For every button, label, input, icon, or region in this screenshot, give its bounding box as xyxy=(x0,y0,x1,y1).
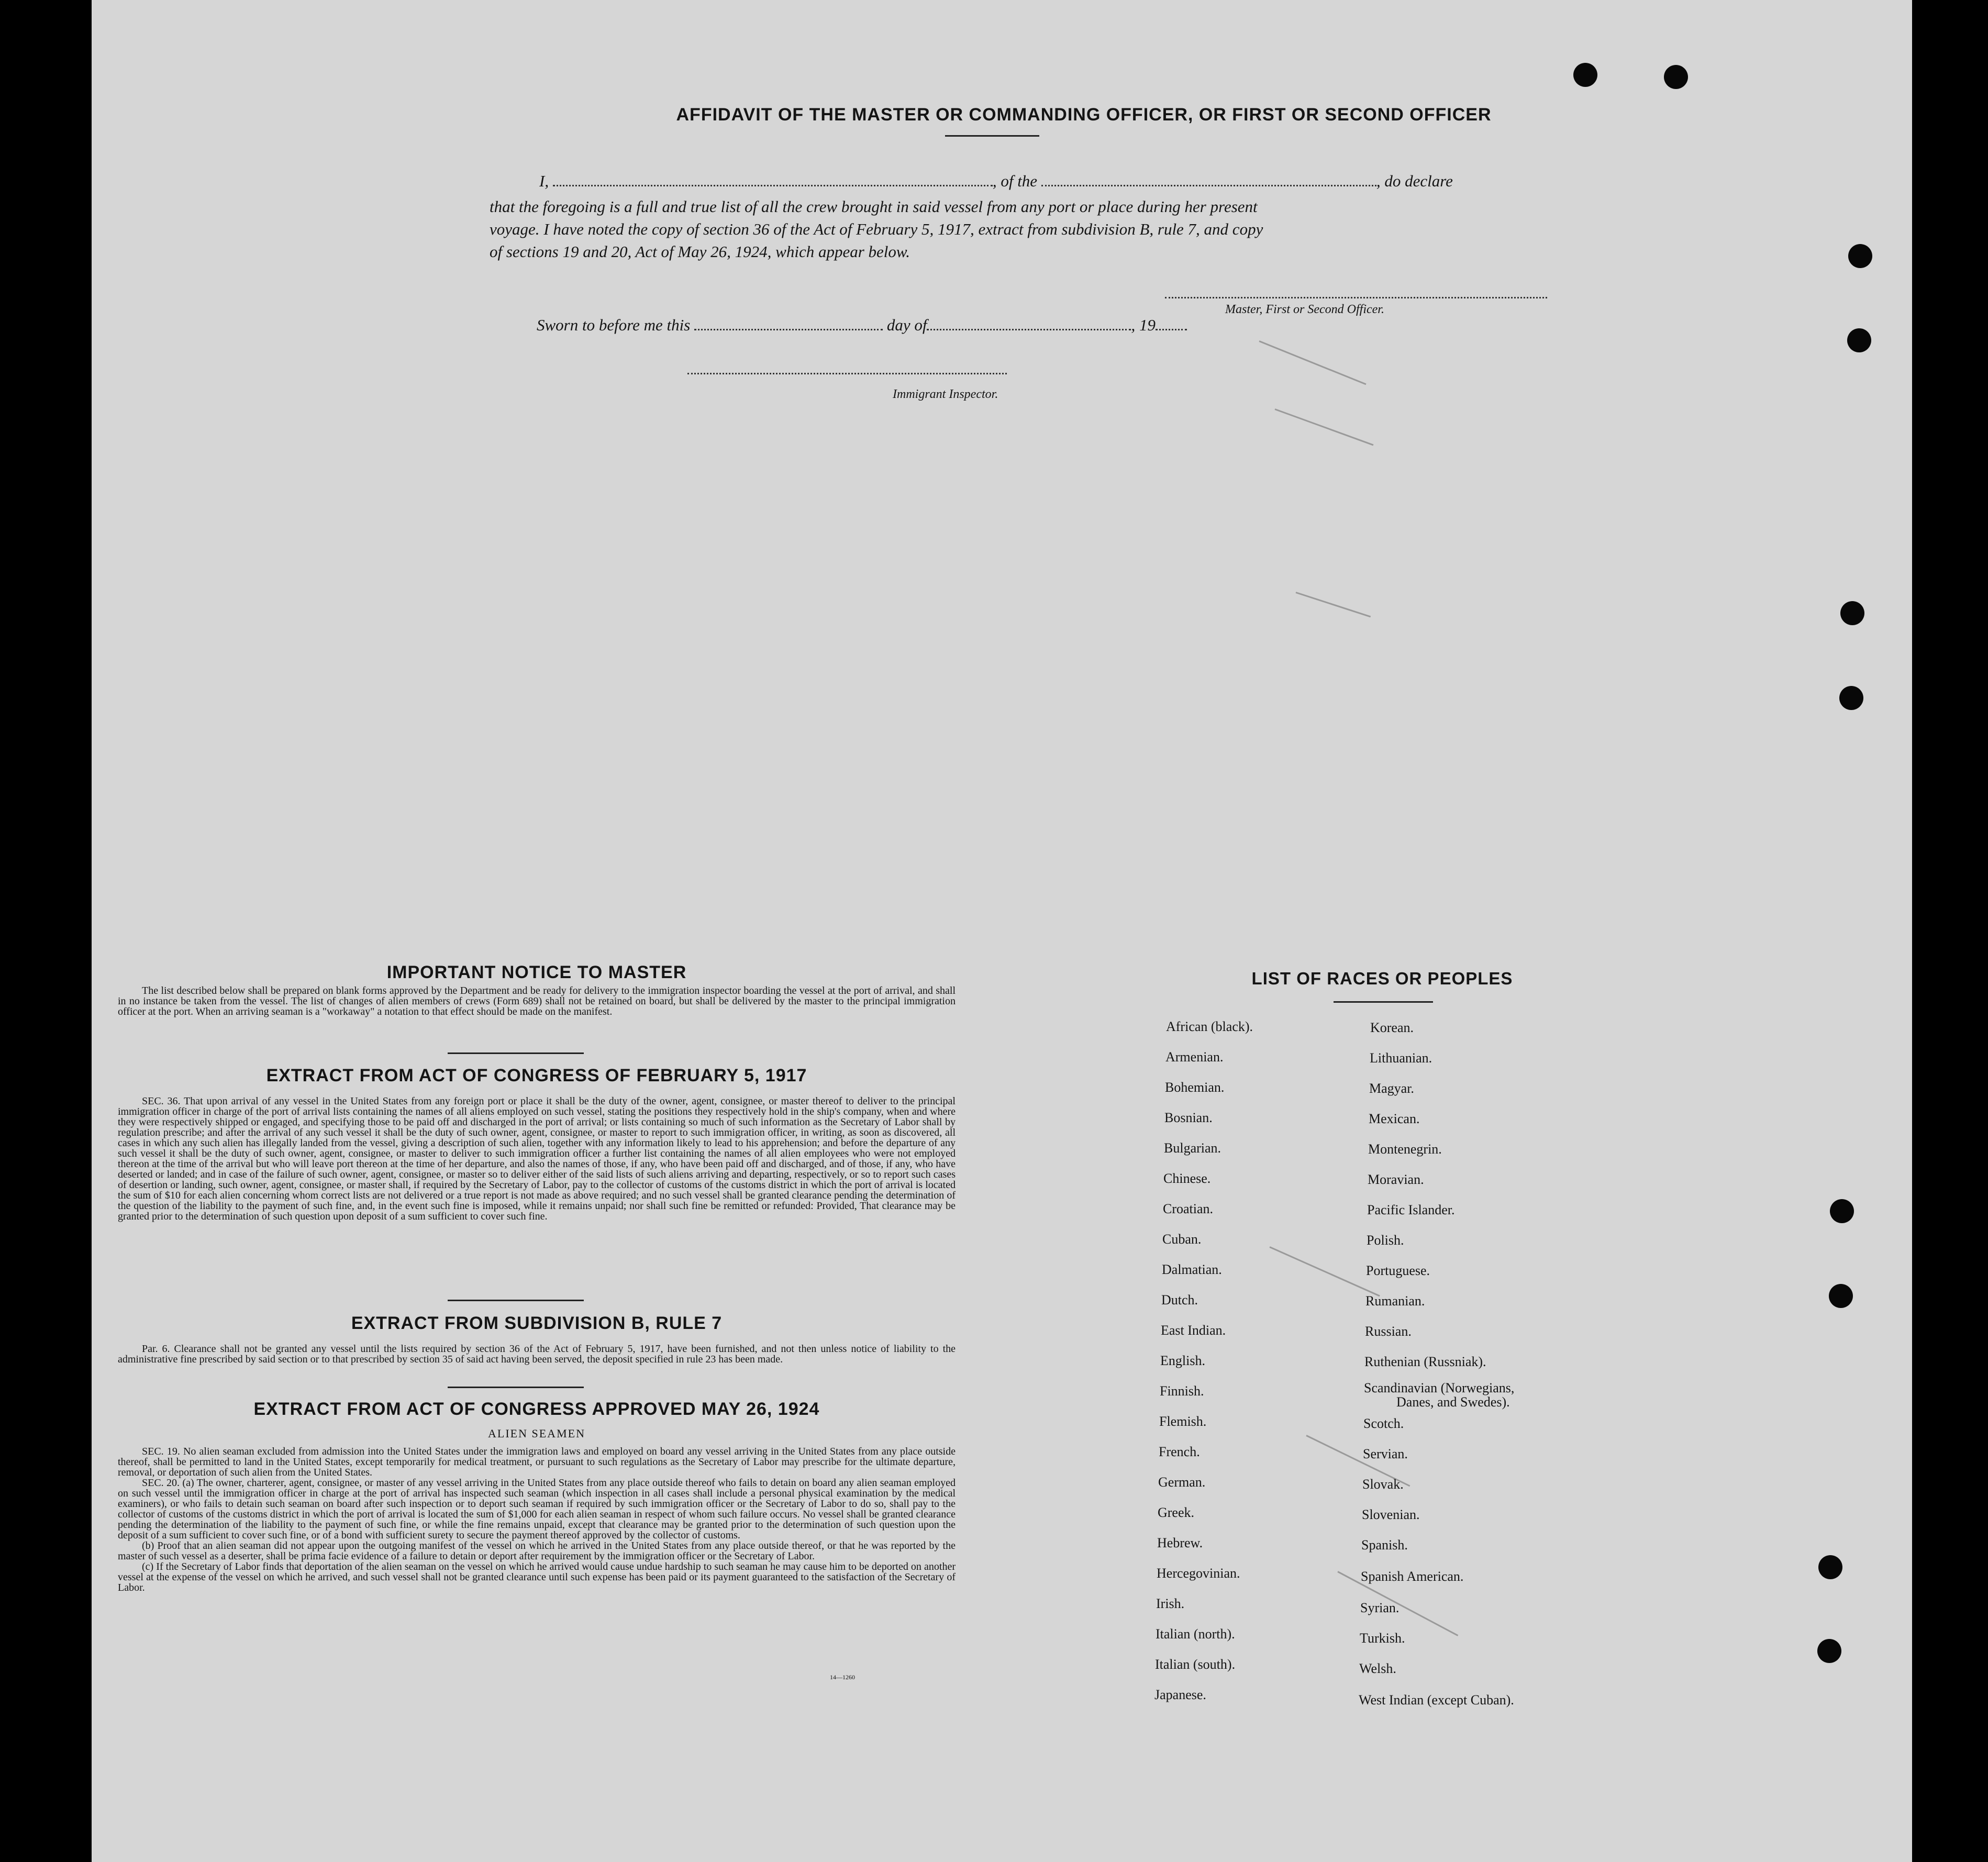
sec-20c-paragraph: (c) If the Secretary of Labor finds that deportation of the alien seaman on the vessel on which he arrived would cause undue hardship to such seaman he may cause him to be deported on another vessel at the expense of the vessel on which he arrived, and such vessel shall not be granted clearance until such expense has been paid or its payment guaranteed to the satisfaction of the Secretary of Labor. xyxy=(118,1561,956,1593)
race-left-item: Dalmatian. xyxy=(1162,1262,1222,1277)
race-right-item: Slovenian. xyxy=(1362,1507,1420,1522)
race-right-item: Montenegrin. xyxy=(1368,1141,1442,1157)
vessel-blank xyxy=(1041,185,1376,186)
race-right-item: Slovak. xyxy=(1362,1477,1404,1492)
sec-19-paragraph: SEC. 19. No alien seaman excluded from admission into the United States under the immigration laws and employed on board any vessel arriving in the United States from any place outside thereof, shall be permitted to land in the United States, except temporarily for medical treatment, or pursuant to such regulations as the Secretary of Labor may prescribe for the ultimate departure, removal, or deportation of such alien from the United States. xyxy=(118,1446,956,1478)
affidavit-line-3: voyage. I have noted the copy of section 36 of the Act of February 5, 1917, extract from subdivision B, rule 7, and copy xyxy=(490,220,1263,238)
race-left-item: Hercegovinian. xyxy=(1157,1566,1240,1581)
binder-hole xyxy=(1573,63,1597,87)
race-left-item: Cuban. xyxy=(1162,1232,1202,1247)
binder-hole xyxy=(1818,1555,1842,1579)
race-left-item: Italian (north). xyxy=(1156,1626,1235,1642)
affidavit-line-1 xyxy=(539,172,1492,191)
extract-1917-text xyxy=(118,1096,956,1222)
race-right-item: Turkish. xyxy=(1360,1631,1405,1646)
sworn-line xyxy=(537,316,1217,335)
notice-title: IMPORTANT NOTICE TO MASTER xyxy=(386,962,687,982)
binder-hole xyxy=(1829,1284,1853,1308)
race-right-item: Korean. xyxy=(1370,1020,1414,1035)
affidavit-title: AFFIDAVIT OF THE MASTER OR COMMANDING OFFICER, OR FIRST OR SECOND OFFICER xyxy=(676,105,1492,125)
race-right-item: Spanish. xyxy=(1361,1537,1408,1553)
binder-hole xyxy=(1830,1199,1854,1223)
name-blank xyxy=(553,185,993,186)
race-left-item: French. xyxy=(1159,1444,1200,1459)
race-left-item: African (black). xyxy=(1166,1019,1253,1034)
race-left-item: Dutch. xyxy=(1161,1292,1198,1307)
section-36-paragraph: SEC. 36. That upon arrival of any vessel in the United States from any foreign port or place it shall be the duty of the owner, agent, consignee, or master thereof to deliver to the principal immigration officer in charge of the port of arrival lists containing the names of all aliens employed on such vessel, stating the positions they respectively hold in the ship's company, when and where they were respectively shipped or engaged, and specifying those to be paid off and discharged in the port of arrival; or lists containing so much of such information as the Secretary of Labor shall by regulation prescribe; and after the arrival of any such vessel it shall be the duty of such owner, agent, consignee, or master to report to such immigration officer, in writing, as soon as discovered, all cases in which any such alien has illegally landed from the vessel, giving a description of such alien, together with any information likely to lead to his apprehension; and before the departure of any such vessel it shall be the duty of such owner, agent, consignee, or master to deliver to such immigration officer a further list containing the names of all alien employees who were not employed thereon at the time of the arrival but who will leave port thereon at the time of her departure, and also the names of those, if any, who have been paid off and discharged, and of those, if any, who have deserted or landed; and in case of the failure of such owner, agent, consignee, or master so to deliver either of the said lists of such aliens arriving and departing, respectively, or so to report such cases of desertion or landing, such owner, agent, consignee, or master shall, if required by the Secretary of Labor, pay to the collector of customs of the customs district in which the port of arrival is located the sum of $10 for each alien concerning whom correct lists are not delivered or a true report is not made as above required; and no such vessel shall be granted clearance pending the determination of the question of the liability to the payment of such fine, and, in the event such fine is imposed, while it remains unpaid; nor shall such fine be remitted or refunded: Provided, That clearance may be granted prior to the determination of such question upon deposit of a sum sufficient to cover such fine. xyxy=(118,1095,956,1222)
extract-rule7-title: EXTRACT FROM SUBDIVISION B, RULE 7 xyxy=(351,1313,723,1333)
race-left-item: Finnish. xyxy=(1160,1383,1204,1399)
affidavit-line-4: of sections 19 and 20, Act of May 26, 1924, which appear below. xyxy=(490,242,910,261)
race-right-item: Portuguese. xyxy=(1366,1263,1430,1278)
day-of-label: day of xyxy=(886,316,927,334)
race-left-item: Bohemian. xyxy=(1165,1080,1225,1095)
paper-streak xyxy=(1259,340,1366,385)
race-right-item: Welsh. xyxy=(1359,1661,1396,1676)
race-right-item: Moravian. xyxy=(1368,1172,1424,1187)
section-divider xyxy=(448,1300,584,1301)
binder-hole xyxy=(1848,244,1872,268)
race-left-item: Flemish. xyxy=(1159,1414,1207,1429)
paper-streak xyxy=(1274,408,1373,446)
inspector-signature-label: Immigrant Inspector. xyxy=(893,387,998,401)
extract-rule7-text xyxy=(118,1344,956,1365)
race-right-item: Servian. xyxy=(1363,1446,1408,1461)
race-right-item: Polish. xyxy=(1367,1233,1404,1248)
year-blank xyxy=(1156,329,1187,330)
year-label: , 19 xyxy=(1131,316,1156,334)
binder-hole xyxy=(1664,65,1688,89)
notice-paragraph: The list described below shall be prepared on blank forms approved by the Department and be ready for delivery to the immigration inspector boarding the vessel at the port of arrival, and shall in no instance be taken from the vessel. The list of changes of alien members of crews (Form 689) shall not be retained on board, but shall be delivered by the master to the principal immigration officer at the port. When an arriving seaman is a "workaway" a notation to that effect should be made on the manifest. xyxy=(118,985,956,1017)
extract-1924-text xyxy=(118,1446,956,1593)
race-left-item: East Indian. xyxy=(1161,1323,1226,1338)
race-right-item: Mexican. xyxy=(1369,1111,1420,1126)
paper-streak xyxy=(1269,1246,1380,1296)
sec-20a-paragraph: SEC. 20. (a) The owner, charterer, agent, consignee, or master of any vessel arriving in the United States from any place outside thereof who fails to detain on board any alien seaman employed on such vessel until the immigration officer in charge at the port of arrival has inspected such seaman (which inspection in all cases shall include a personal physical examination by the medical examiners), or who fails to detain such seaman on board after such inspection or to deport such seaman if required by such immigration officer or the Secretary of Labor to do so, shall pay to the collector of customs of the customs district in which the port of arrival is located the sum of $1,000 for each alien seaman in respect of whom such failure occurs. No vessel shall be granted clearance pending the determination of the liability to the payment of such fine, or while the fine remains unpaid, except that clearance may be granted prior to the determination of such question upon the deposit of a sum sufficient to cover such fine, or of a bond with sufficient surety to secure the payment thereof approved by the collector of customs. xyxy=(118,1477,956,1541)
affidavit-line-2: that the foregoing is a full and true list of all the crew brought in said vessel from any port or place during her present xyxy=(490,197,1258,216)
title-divider xyxy=(945,135,1039,137)
extract-1924-title: EXTRACT FROM ACT OF CONGRESS APPROVED MAY 26, 1924 xyxy=(253,1399,820,1419)
race-left-item: Bulgarian. xyxy=(1164,1140,1221,1156)
extract-1917-title: EXTRACT FROM ACT OF CONGRESS OF FEBRUARY 5, 1917 xyxy=(266,1066,807,1085)
race-right-item: Lithuanian. xyxy=(1370,1050,1432,1066)
races-title: LIST OF RACES OR PEOPLES xyxy=(1251,969,1513,988)
race-left-item: Armenian. xyxy=(1165,1049,1224,1065)
master-signature-label: Master, First or Second Officer. xyxy=(1225,303,1384,316)
section-divider xyxy=(448,1387,584,1388)
race-right-item: Rumanian. xyxy=(1365,1293,1425,1309)
affidavit-i-label: I, xyxy=(539,172,549,190)
race-right-item: Scandinavian (Norwegians, xyxy=(1364,1380,1515,1395)
race-right-item: Pacific Islander. xyxy=(1367,1202,1455,1217)
race-left-item: Japanese. xyxy=(1154,1687,1206,1702)
notice-text xyxy=(118,985,956,1017)
sworn-day-blank xyxy=(694,329,883,330)
month-blank xyxy=(927,329,1131,330)
race-left-item: English. xyxy=(1160,1353,1205,1368)
race-right-item: Syrian. xyxy=(1360,1600,1400,1615)
par-6-paragraph: Par. 6. Clearance shall not be granted any vessel until the lists required by section 36 of the Act of February 5, 1917, have been furnished, and not then unless notice of liability to the administrative fine prescribed by said section or to that prescribed by section 35 of said act having been served, the deposit specified in rule 23 has been made. xyxy=(118,1343,956,1365)
binder-hole xyxy=(1839,686,1863,710)
affidavit-of-the-label: , of the xyxy=(992,172,1038,190)
binder-hole xyxy=(1817,1639,1841,1663)
binder-hole xyxy=(1840,601,1864,625)
race-left-item: German. xyxy=(1158,1475,1206,1490)
race-left-item: Croatian. xyxy=(1163,1201,1214,1216)
sworn-label: Sworn to before me this xyxy=(537,316,691,334)
race-left-item: Hebrew. xyxy=(1157,1535,1203,1550)
alien-seamen-subtitle: ALIEN SEAMEN xyxy=(488,1427,585,1440)
race-left-item: Chinese. xyxy=(1163,1171,1211,1186)
sec-20b-paragraph: (b) Proof that an alien seaman did not appear upon the outgoing manifest of the vessel on which he arrived in the United States from any place outside thereof, or that he was reported by the master of such vessel as a deserter, shall be prima facie evidence of a failure to detain or deport after requirement by the immigration officer or the Secretary of Labor. xyxy=(118,1540,956,1562)
race-right-item: Russian. xyxy=(1365,1324,1412,1339)
affidavit-do-declare-label: , do declare xyxy=(1376,172,1453,190)
race-left-item: Italian (south). xyxy=(1155,1657,1236,1672)
binder-hole xyxy=(1847,328,1871,352)
document-page xyxy=(92,0,1912,1862)
race-right-item: Spanish American. xyxy=(1361,1569,1464,1584)
form-number: 14—1260 xyxy=(830,1673,855,1681)
races-divider xyxy=(1334,1001,1433,1003)
master-signature-line xyxy=(1165,297,1547,298)
race-left-item: Greek. xyxy=(1158,1505,1195,1520)
race-left-item: Bosnian. xyxy=(1164,1110,1213,1125)
race-right-item: Ruthenian (Russniak). xyxy=(1364,1354,1486,1369)
section-divider xyxy=(448,1052,584,1054)
race-left-item: Irish. xyxy=(1156,1596,1185,1611)
inspector-signature-line xyxy=(687,373,1007,374)
race-right-item: West Indian (except Cuban). xyxy=(1359,1692,1514,1708)
race-right-item: Scotch. xyxy=(1363,1416,1404,1431)
race-right-item: Danes, and Swedes). xyxy=(1396,1394,1510,1410)
race-right-item: Magyar. xyxy=(1369,1081,1414,1096)
paper-streak xyxy=(1296,592,1371,617)
